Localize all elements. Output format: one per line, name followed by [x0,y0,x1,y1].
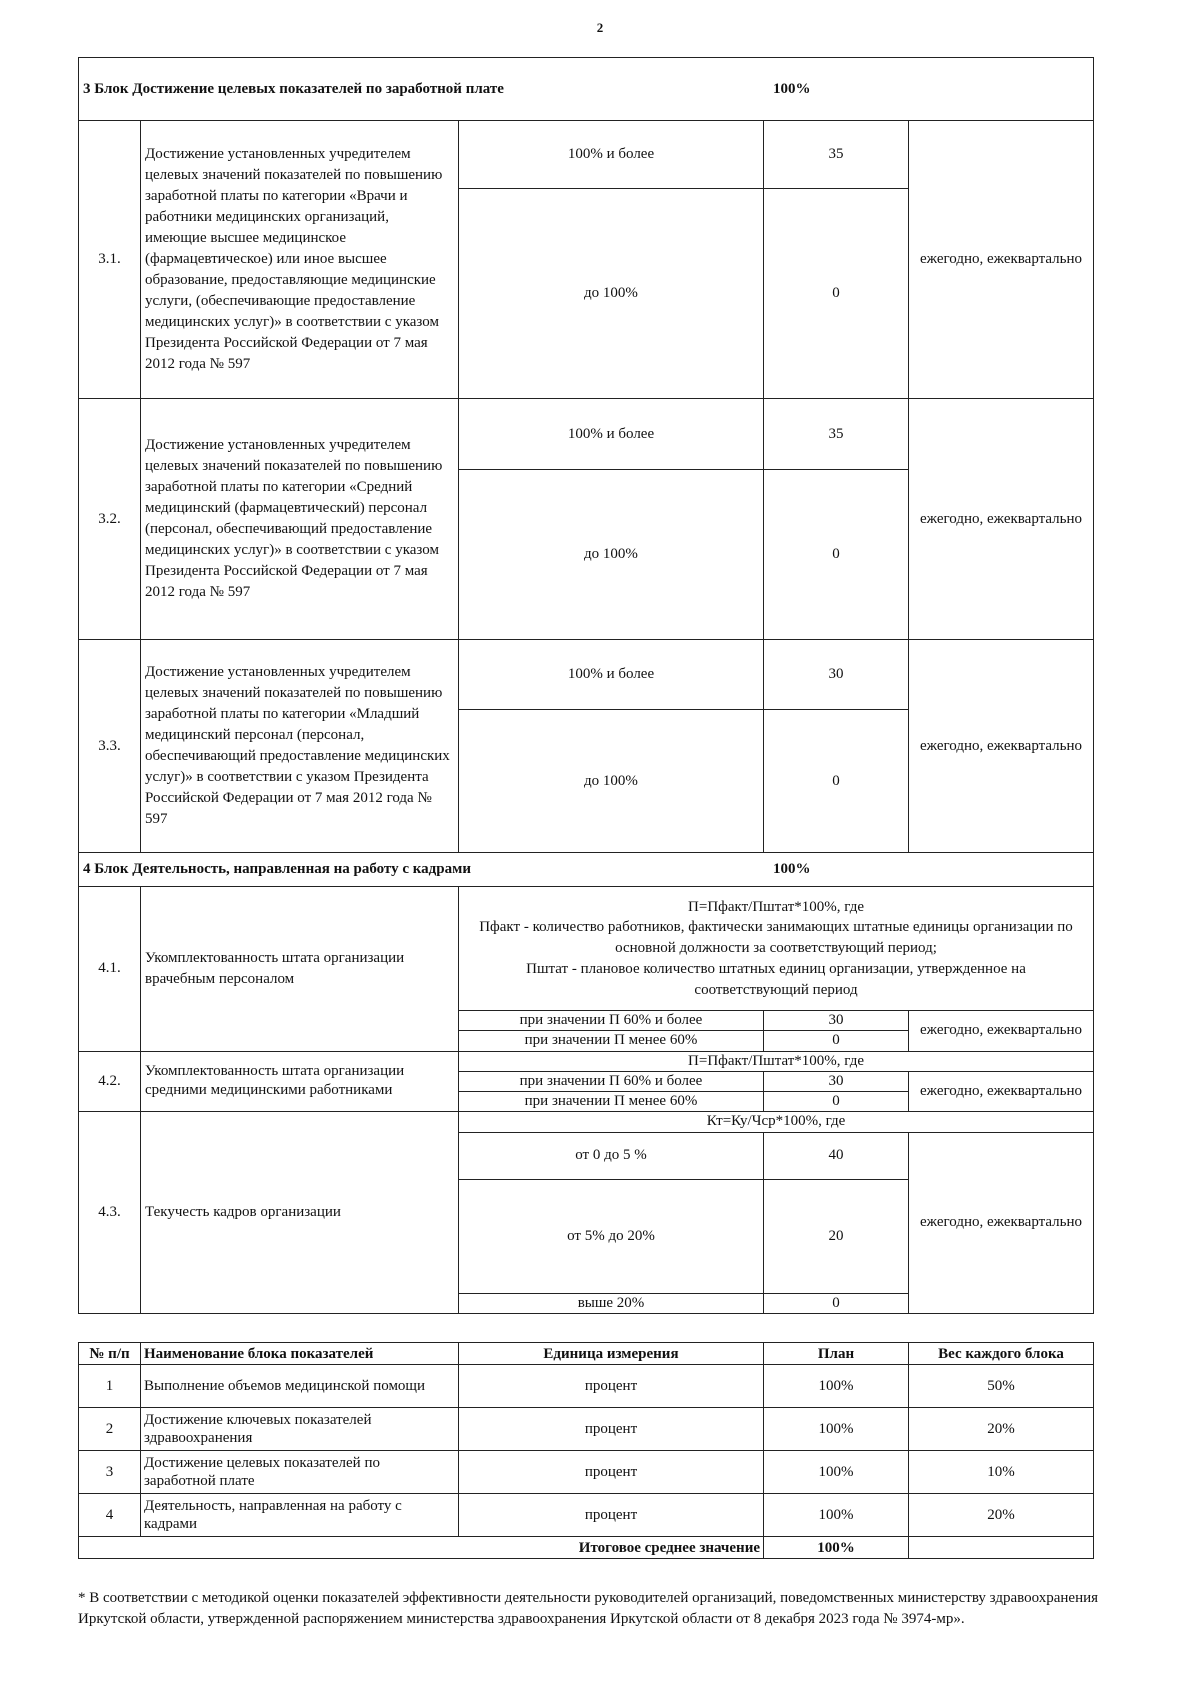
column-header: Наименование блока показателей [141,1343,459,1365]
block-name: Выполнение объемов медицинской помощи [141,1365,459,1408]
formula: П=Пфакт/Пштат*100%, где [688,898,864,915]
condition-points: 35 [764,121,909,189]
block3-header [79,58,1094,121]
condition-points: 30 [764,1011,909,1031]
period: ежегодно, ежеквартально [909,1132,1094,1313]
block4-header [79,853,1094,887]
indicator-name: Достижение установленных учредителем целевых значений показателей по повышению заработной платы по категории «Врачи и работники медицинских организаций, имеющие высшее медицинское (фармацевтическое) или иное высшее образование, предоставляющие медицинские услуги, (обеспечивающие предоставление медицинских услуг)» в соответствии с указом Президента Российской Федерации от 7 мая 2012 года № 597 [141,121,459,399]
period: ежегодно, ежеквартально [909,640,1094,853]
row-number: 4.1. [79,887,141,1052]
formula-definition: Пштат - плановое количество штатных единиц организации, утвержденное на соответствующий период [526,960,1026,998]
block-name: Деятельность, направленная на работу с кадрами [141,1494,459,1537]
table-row [79,640,1094,710]
unit: процент [459,1408,764,1451]
table-row [79,121,1094,189]
plan: 100% [764,1408,909,1451]
condition-points: 0 [764,1293,909,1313]
condition-label: до 100% [459,710,764,853]
total-label: Итоговое среднее значение [79,1537,764,1559]
page-number: 2 [596,20,604,35]
indicator-name: Достижение установленных учредителем целевых значений показателей по повышению заработной платы по категории «Младший медицинский персонал (персонал, обеспечивающий предоставление медицинских услуг)» в соответствии с указом Президента Российской Федерации от 7 мая 2012 года № 597 [141,640,459,853]
indicator-name: Достижение установленных учредителем целевых значений показателей по повышению заработной платы по категории «Средний медицинский (фармацевтический) персонал (персонал, обеспечивающий предоставление медицинских услуг)» в соответствии с указом Президента Российской Федерации от 7 мая 2012 года № 597 [141,399,459,640]
table-row [79,1451,1094,1494]
formula: П=Пфакт/Пштат*100%, где [459,1051,1094,1071]
footnote: * В соответствии с методикой оценки показателей эффективности деятельности руководителей организаций, поведомственных министерству здравоохранения Иркутской области, утвержденной распоряжением министерства здравоохранения Иркутской области от 8 декабря 2023 года № 3974-мр». [78,1590,1099,1627]
row-number: 4 [79,1494,141,1537]
condition-points: 0 [764,1092,909,1112]
indicators-table [78,57,1094,1314]
condition-label: 100% и более [459,399,764,470]
row-number: 4.2. [79,1051,141,1112]
condition-label: при значении П 60% и более [459,1071,764,1091]
period: ежегодно, ежеквартально [909,121,1094,399]
condition-points: 0 [764,710,909,853]
condition-points: 0 [764,189,909,399]
row-number: 4.3. [79,1112,141,1314]
condition-label: при значении П менее 60% [459,1092,764,1112]
condition-points: 20 [764,1179,909,1293]
indicator-name: Укомплектованность штата организации средними медицинскими работниками [141,1051,459,1112]
column-header: Вес каждого блока [909,1343,1094,1365]
plan: 100% [764,1451,909,1494]
condition-label: до 100% [459,470,764,640]
block-name: Достижение целевых показателей по заработной плате [141,1451,459,1494]
condition-label: от 5% до 20% [459,1179,764,1293]
condition-label: до 100% [459,189,764,399]
condition-points: 30 [764,640,909,710]
period: ежегодно, ежеквартально [909,1011,1094,1052]
unit: процент [459,1494,764,1537]
weight: 20% [909,1408,1094,1451]
column-header: Единица измерения [459,1343,764,1365]
block3-weight: 100% [773,80,811,97]
block3-title: 3 Блок Достижение целевых показателей по заработной плате [83,80,504,97]
condition-points: 35 [764,399,909,470]
formula-definition: Пфакт - количество работников, фактически занимающих штатные единицы организации по основной должности за соответствующий период; [479,919,1073,957]
weight: 20% [909,1494,1094,1537]
weight: 50% [909,1365,1094,1408]
row-number: 3.1. [79,121,141,399]
plan: 100% [764,1494,909,1537]
unit: процент [459,1451,764,1494]
total-value: 100% [764,1537,909,1559]
formula-cell [459,887,1094,1011]
row-number: 3 [79,1451,141,1494]
empty-cell [909,1537,1094,1559]
row-number: 3.3. [79,640,141,853]
indicator-name: Укомплектованность штата организации врачебным персоналом [141,887,459,1052]
table-row [79,887,1094,1011]
period: ежегодно, ежеквартально [909,1071,1094,1112]
row-number: 1 [79,1365,141,1408]
column-header: План [764,1343,909,1365]
table-row [79,1494,1094,1537]
condition-points: 0 [764,470,909,640]
table-row [79,1365,1094,1408]
condition-points: 40 [764,1132,909,1179]
block-name: Достижение ключевых показателей здравоохранения [141,1408,459,1451]
indicator-name: Текучесть кадров организации [141,1112,459,1314]
condition-label: 100% и более [459,121,764,189]
table-row [79,1112,1094,1132]
table-row [79,1051,1094,1071]
table-row [79,399,1094,470]
table-row [79,1408,1094,1451]
condition-points: 30 [764,1071,909,1091]
table-header-row [79,1343,1094,1365]
summary-table [78,1342,1094,1559]
condition-label: при значении П менее 60% [459,1031,764,1051]
row-number: 2 [79,1408,141,1451]
block4-title: 4 Блок Деятельность, направленная на работу с кадрами [83,861,471,877]
block4-weight: 100% [773,861,811,877]
column-header: № п/п [79,1343,141,1365]
condition-label: 100% и более [459,640,764,710]
row-number: 3.2. [79,399,141,640]
unit: процент [459,1365,764,1408]
period: ежегодно, ежеквартально [909,399,1094,640]
condition-label: при значении П 60% и более [459,1011,764,1031]
weight: 10% [909,1451,1094,1494]
condition-label: выше 20% [459,1293,764,1313]
plan: 100% [764,1365,909,1408]
condition-label: от 0 до 5 % [459,1132,764,1179]
formula: Кт=Ку/Чср*100%, где [459,1112,1094,1132]
total-row [79,1537,1094,1559]
condition-points: 0 [764,1031,909,1051]
